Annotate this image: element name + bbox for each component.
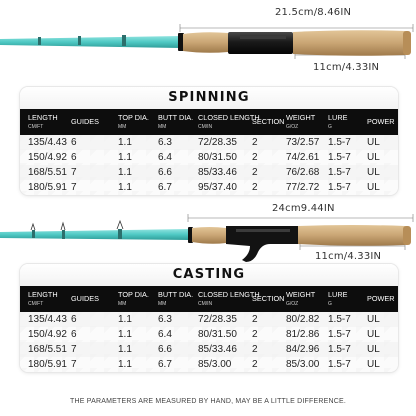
table-cell: 168/5.51 xyxy=(28,167,67,178)
table-cell: 6.6 xyxy=(158,344,172,355)
table-cell: UL xyxy=(367,329,380,340)
column-header-label: POWER xyxy=(367,294,395,303)
column-header-label: LURE xyxy=(328,112,348,122)
table-cell: 7 xyxy=(71,359,77,370)
column-header-label: CLOSED LENGTH xyxy=(198,289,260,299)
table-cell: UL xyxy=(367,167,380,178)
table-cell: 150/4.92 xyxy=(28,152,67,163)
table-cell: 1.1 xyxy=(118,314,132,325)
column-header-unit: G xyxy=(328,123,332,130)
table-cell: 6 xyxy=(71,152,77,163)
column-header xyxy=(328,109,347,135)
table-cell: 6.3 xyxy=(158,314,172,325)
column-header xyxy=(286,109,315,135)
table-row xyxy=(20,135,398,150)
table-cell: 180/5.91 xyxy=(28,182,67,193)
column-header-unit: MM xyxy=(118,300,127,307)
casting-title: CASTING xyxy=(20,264,398,286)
table-cell: 150/4.92 xyxy=(28,329,67,340)
column-header-unit: G/OZ xyxy=(286,300,299,307)
spinning-total-length-label: 21.5cm/8.46IN xyxy=(275,7,352,18)
table-cell: 6.3 xyxy=(158,137,172,148)
table-cell: 1.5-7 xyxy=(328,167,351,178)
table-cell: 77/2.72 xyxy=(286,182,320,193)
casting-grip-length-label: 11cm/4.33IN xyxy=(315,251,382,262)
table-cell: 6 xyxy=(71,314,77,325)
column-header xyxy=(28,286,58,312)
table-cell: 1.5-7 xyxy=(328,314,351,325)
table-cell: 2 xyxy=(252,344,258,355)
column-header-label: BUTT DIA. xyxy=(158,289,194,299)
column-header xyxy=(286,286,315,312)
column-header-label: LURE xyxy=(328,289,348,299)
table-cell: 1.1 xyxy=(118,152,132,163)
column-header-unit: MM xyxy=(158,123,167,130)
table-cell: 180/5.91 xyxy=(28,359,67,370)
table-cell: 135/4.43 xyxy=(28,314,67,325)
column-header-unit: CM/IN xyxy=(198,300,213,307)
column-header xyxy=(71,109,99,135)
spinning-spec-table xyxy=(20,87,398,195)
table-cell: 6.4 xyxy=(158,329,172,340)
table-cell: 1.1 xyxy=(118,137,132,148)
column-header-unit: MM xyxy=(158,300,167,307)
column-header xyxy=(118,109,149,135)
table-cell: UL xyxy=(367,152,380,163)
table-cell: 72/28.35 xyxy=(198,314,237,325)
column-header xyxy=(328,286,347,312)
table-cell: 1.1 xyxy=(118,329,132,340)
table-cell: 2 xyxy=(252,137,258,148)
table-cell: 1.5-7 xyxy=(328,344,351,355)
column-header-unit: CM/FT xyxy=(28,123,44,130)
table-row xyxy=(20,327,398,342)
table-cell: 95/37.40 xyxy=(198,182,237,193)
column-header-label: LENGTH xyxy=(28,112,58,122)
table-cell: UL xyxy=(367,344,380,355)
column-header xyxy=(71,286,99,312)
table-cell: 85/3.00 xyxy=(198,359,232,370)
table-cell: 1.1 xyxy=(118,359,132,370)
column-header xyxy=(198,286,260,312)
column-header xyxy=(198,109,260,135)
table-cell: 2 xyxy=(252,359,258,370)
column-header xyxy=(252,286,284,312)
table-cell: 80/31.50 xyxy=(198,329,237,340)
table-cell: 74/2.61 xyxy=(286,152,320,163)
table-cell: 1.1 xyxy=(118,344,132,355)
table-cell: 135/4.43 xyxy=(28,137,67,148)
column-header-label: WEIGHT xyxy=(286,112,316,122)
column-header xyxy=(158,109,193,135)
column-header-unit: CM/FT xyxy=(28,300,44,307)
column-header xyxy=(158,286,193,312)
column-header-label: TOP DIA. xyxy=(118,289,149,299)
table-cell: 6.7 xyxy=(158,359,172,370)
column-header-label: BUTT DIA. xyxy=(158,112,194,122)
spinning-grip-length-label: 11cm/4.33IN xyxy=(313,62,380,73)
table-cell: 6.7 xyxy=(158,182,172,193)
table-cell: 1.5-7 xyxy=(328,182,351,193)
table-cell: 81/2.86 xyxy=(286,329,320,340)
casting-spec-table xyxy=(20,264,398,372)
column-header-label: WEIGHT xyxy=(286,289,316,299)
table-cell: 84/2.96 xyxy=(286,344,320,355)
table-cell: 85/33.46 xyxy=(198,167,237,178)
column-header xyxy=(28,109,58,135)
table-row xyxy=(20,312,398,327)
table-cell: 1.5-7 xyxy=(328,329,351,340)
table-cell: 6 xyxy=(71,137,77,148)
table-cell: UL xyxy=(367,137,380,148)
table-cell: 1.1 xyxy=(118,182,132,193)
table-cell: 6.6 xyxy=(158,167,172,178)
column-header-unit: CM/IN xyxy=(198,123,213,130)
column-header xyxy=(118,286,149,312)
column-header xyxy=(367,109,395,135)
column-header-unit: MM xyxy=(118,123,127,130)
table-cell: 1.5-7 xyxy=(328,152,351,163)
table-cell: 76/2.68 xyxy=(286,167,320,178)
spinning-rows xyxy=(20,135,398,195)
table-cell: 7 xyxy=(71,344,77,355)
table-row xyxy=(20,150,398,165)
table-cell: 1.1 xyxy=(118,167,132,178)
column-header-unit: G/OZ xyxy=(286,123,299,130)
table-row xyxy=(20,165,398,180)
column-header-label: CLOSED LENGTH xyxy=(198,112,260,122)
spinning-title: SPINNING xyxy=(20,87,398,109)
column-header-label: POWER xyxy=(367,117,395,126)
table-cell: 2 xyxy=(252,182,258,193)
column-header-unit: G xyxy=(328,300,332,307)
measurement-disclaimer: THE PARAMETERS ARE MEASURED BY HAND, MAY BE A LITTLE DIFFERENCE. xyxy=(69,398,346,405)
table-cell: 80/2.82 xyxy=(286,314,320,325)
casting-total-length-label: 24cm9.44IN xyxy=(272,203,335,214)
table-cell: 2 xyxy=(252,167,258,178)
table-row xyxy=(20,180,398,195)
table-cell: 72/28.35 xyxy=(198,137,237,148)
table-cell: 6 xyxy=(71,329,77,340)
table-cell: 85/33.46 xyxy=(198,344,237,355)
column-header-label: GUIDES xyxy=(71,294,99,303)
table-row xyxy=(20,357,398,372)
table-cell: 7 xyxy=(71,167,77,178)
table-cell: 7 xyxy=(71,182,77,193)
table-row xyxy=(20,342,398,357)
column-header-label: SECTION xyxy=(252,117,285,126)
table-cell: 85/3.00 xyxy=(286,359,320,370)
table-cell: 2 xyxy=(252,329,258,340)
table-cell: 1.5-7 xyxy=(328,137,351,148)
table-cell: 1.5-7 xyxy=(328,359,351,370)
casting-header-row xyxy=(20,286,398,312)
column-header-label: LENGTH xyxy=(28,289,58,299)
spinning-header-row xyxy=(20,109,398,135)
table-cell: 2 xyxy=(252,152,258,163)
table-cell: 80/31.50 xyxy=(198,152,237,163)
table-cell: UL xyxy=(367,359,380,370)
table-cell: UL xyxy=(367,314,380,325)
table-cell: 73/2.57 xyxy=(286,137,320,148)
column-header-label: TOP DIA. xyxy=(118,112,149,122)
table-cell: 168/5.51 xyxy=(28,344,67,355)
casting-rows xyxy=(20,312,398,372)
column-header-label: GUIDES xyxy=(71,117,99,126)
column-header xyxy=(367,286,395,312)
column-header-label: SECTION xyxy=(252,294,285,303)
table-cell: 6.4 xyxy=(158,152,172,163)
table-cell: 2 xyxy=(252,314,258,325)
table-cell: UL xyxy=(367,182,380,193)
column-header xyxy=(252,109,284,135)
